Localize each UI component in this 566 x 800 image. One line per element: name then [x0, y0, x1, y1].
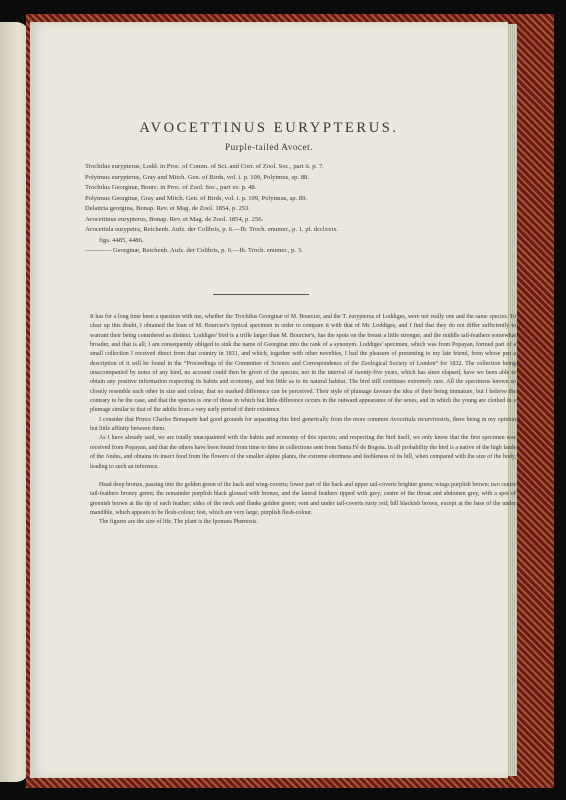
book-page [30, 22, 516, 778]
body-paragraph: As I have already said, we are totally unacquainted with the habits and economy of this species; and respecting the bird itself, we only know that the first specimen was received from Popayan, and that the others have been found from time to time in collections sent from Santa Fé de Bogota. In all probability the bird is a native of the high lands of the Andes, and obtains its insect food from the flowers of the smaller alpine plants, the extreme shortness and feebleness of its bill, when compared with the size of the body, leading to such an inference. [90, 435, 516, 470]
figure-note: The figures are the size of life. The plant is the Ipomæa Phœnosis. [99, 519, 258, 526]
section-divider [213, 294, 309, 295]
body-paragraph: It has for a long time been a question with me, whether the Trochilus Georginæ of M. Bourcier, and the T. eurypterus of Loddiges, were not really one and the same species. To clear up this doubt, I obtained the loan of M. Bourcier's typical specimen in order to compare it with that of Mr. Loddiges, and I find that they do not differ sufficiently to warrant their being considered as distinct. Loddiges' bird is a trifle larger than M. Bourcier's, has the spots on the breast a little stronger, and the middle tail-feathers somewhat broader, and that is all; I am consequently obliged to sink the name of Georginæ into the rank of a synonym. Loddiges' specimen, which was from Popayan, formed part of a small collection I received direct from that country in 1831, and which, together with other novelties, I had the pleasure of presenting to my late friend, from whose pen a description of it will be found in the “Proceedings of the Committee of Science and Correspondence of the Zoological Society of London” for 1832. The collection being unaccompanied by notes of any kind, no account could then be given of the species; nor in the interval of twenty-five years, which has since elapsed, have we been able to obtain any positive information respecting its habits and economy, and but little as to its natural habitat. The bird still continues extremely rare. All the specimens known so closely resemble each other in size and colour, that no marked difference can be perceived. Their style of plumage favours the idea of their being immature, but I believe the contrary to be the case, and that the species is one of those in which but little difference occurs in the outward appearance of the sexes, and in which the young are clothed in a plumage similar to that of the adults from a very early period of their existence. [90, 314, 516, 414]
synonym-entry: ———— Georginæ, Reichenb. Aufz. der Colibris, p. 6.—Ib. Troch. enumer., p. 3. [85, 247, 303, 254]
synonym-entry: Trochilus eurypterus, Lodd. in Proc. of Comm. of Sci. and Corr. of Zool. Soc., part ii. p. 7. [85, 163, 324, 170]
body-paragraph: I consider that Prince Charles Bonaparte had good grounds for separating this bird generically from the more common Avocettula recurvirostris, there being in my opinion but little affinity between them. [90, 416, 516, 433]
synonym-entry: Polytmus eurypterus, Gray and Mitch. Gen. of Birds, vol. i. p. 109, Polytmus, sp. 88. [85, 173, 309, 181]
synonym-entry: Avocettula eurypetra, Reichenb. Aufz. der Colibris, p. 6.—Ib. Troch. enumer., p. 1. pl. dcclxxix. [85, 226, 339, 233]
synonym-entry: Polytmus Georginæ, Gray and Mitch. Gen. of Birds, vol. i. p. 109, Polytmus, sp. 89. [85, 194, 308, 202]
plumage-description: Head deep bronze, passing into the golden green of the back and wing-coverts; lower part of the back and upper tail-coverts brighter green; wings purplish brown; two centre tail-feathers bronzy green; the remainder purplish black glossed with bronze, and the lateral feathers tipped with grey; centre of the throat and abdomen grey, with a spot of greenish brown at the tip of each feather; sides of the neck and flanks golden green; vent and under tail-coverts rusty red; bill blackish brown, except at the base of the under mandible, which appears to be flesh-colour; feet, which are very large, purplish flesh-colour. [90, 481, 516, 516]
description-text [90, 313, 516, 528]
species-title: AVOCETTINUS EURYPTERUS. [139, 120, 399, 136]
common-name: Purple-tailed Avocet. [225, 142, 313, 152]
synonymy-list [85, 162, 505, 257]
synonym-entry-continued: figs. 4485, 4486. [99, 236, 144, 244]
synonym-entry: Delattria georgina, Bonap. Rev. et Mag. de Zool. 1854, p. 253. [85, 205, 250, 212]
synonym-entry: Trochilus Georginæ, Bourc. in Proc. of Zool. Soc., part xv. p. 48. [85, 184, 257, 191]
synonym-entry: Avocettinus eurypterus, Bonap. Rev. et Mag. de Zool. 1854, p. 256. [85, 215, 264, 223]
